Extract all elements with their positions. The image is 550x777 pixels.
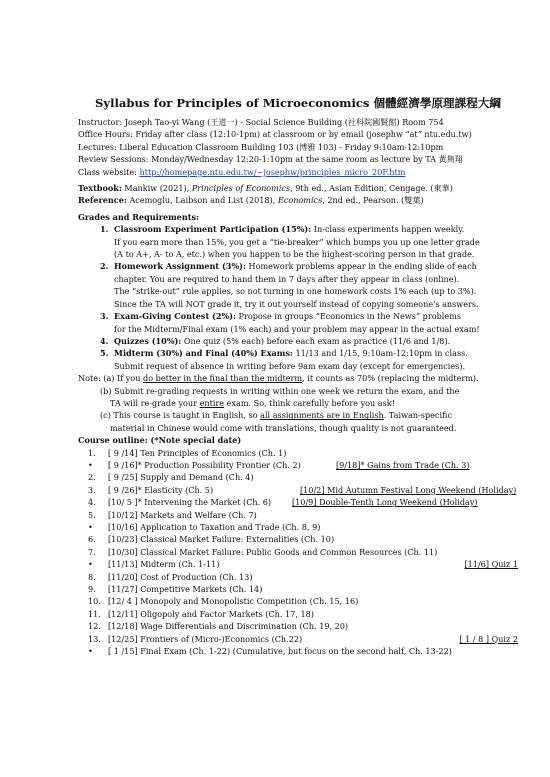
- note-c-underline: all assignments are in English: [260, 410, 384, 421]
- note-a-pre: Note: (a) If you: [78, 373, 144, 384]
- note-b: (b) Submit re-grading requests in writing within one week we return the exam, and the: [100, 385, 460, 396]
- reference-label: Reference:: [78, 195, 127, 206]
- requirement-item: [100, 347, 518, 359]
- textbook-edition: , 9th ed., Asian Edition, Cengage. (東華): [290, 183, 453, 194]
- notes: [78, 372, 518, 434]
- requirement-text-cont: The “strike-out” rule applies, so not turning in one homework costs 1% each (up to 3%).: [114, 286, 477, 297]
- requirement-text-cont: chapter. You are required to hand them in 7 days after they appear in class (online).: [114, 273, 460, 284]
- grades-heading: Grades and Requirements:: [78, 211, 199, 222]
- course-topic: [10/23] Classical Market Failure: Externalities (Ch. 10): [108, 534, 335, 545]
- requirement-item: [100, 223, 518, 235]
- course-topic: [11/20] Cost of Production (Ch. 13): [108, 571, 253, 582]
- requirement-title: Classroom Experiment Participation (15%):: [114, 224, 312, 235]
- course-extra: [10/2] Mid Autumn Festival Long Weekend (Holiday): [300, 484, 517, 495]
- course-topic: [ 9 /16]* Production Possibility Frontier (Ch. 2): [108, 459, 301, 470]
- course-topic: [ 9 /14] Ten Principles of Economics (Ch. 1): [108, 447, 287, 458]
- office-hours-line: Office Hours: Friday after class (12:10-1pm) at classroom or by email (josephw “at” ntu.edu.tw): [78, 129, 472, 140]
- course-marker: 8.: [88, 571, 96, 582]
- course-row: [88, 571, 518, 583]
- course-row: [88, 595, 518, 607]
- course-topic: [11/27] Competitive Markets (Ch. 14): [108, 584, 263, 595]
- requirement-text: 11/13 and 1/15, 9:10am-12:10pm in class.: [292, 348, 468, 359]
- reference-text: Acemoglu, Laibson and List (2018),: [126, 195, 278, 206]
- course-marker: 5.: [88, 509, 96, 520]
- note-b-post: exam. So, think carefully before you ask!: [224, 397, 395, 408]
- page-title: Syllabus for Principles of Microeconomics 個體經濟學原理課程大綱: [94, 96, 502, 110]
- requirement-title: Exam-Giving Contest (2%):: [114, 311, 236, 322]
- course-extra: [ 1 / 8 ] Quiz 2: [459, 633, 518, 644]
- note-b-underline: entire: [199, 397, 225, 408]
- course-marker: •: [88, 646, 93, 657]
- instructor-line: Instructor: Joseph Tao-yi Wang (王道一) - Social Science Building (社科院國賢館) Room 754: [78, 117, 444, 127]
- textbook-title: Principles of Economics: [191, 183, 291, 194]
- course-topic: [11/13] Midterm (Ch. 1-11): [108, 559, 220, 570]
- requirement-title: Quizzes (10%):: [114, 335, 182, 346]
- course-row: [88, 620, 518, 632]
- course-topic: [12/25] Frontiers of (Micro-)Economics (Ch.22): [108, 633, 303, 644]
- requirements-list: [100, 223, 518, 372]
- textbook-line: [78, 182, 518, 194]
- textbook-label: Textbook:: [78, 183, 122, 194]
- course-topic: [ 9 /26]* Elasticity (Ch. 5): [108, 484, 214, 495]
- course-marker: •: [88, 522, 93, 532]
- course-row: [88, 484, 518, 496]
- course-marker: 1.: [88, 447, 96, 458]
- note-a: [78, 372, 518, 384]
- course-topic: [10/30] Classical Market Failure: Public Goods and Common Resources (Ch. 11): [108, 546, 438, 557]
- requirement-number: 4.: [100, 335, 109, 346]
- note-c-cont: material in Chinese would come with translations, though quality is not guaranteed.: [110, 422, 457, 433]
- course-marker: 7.: [88, 546, 96, 557]
- course-marker: 9.: [88, 584, 96, 595]
- course-row: [88, 459, 518, 471]
- reference-line: [78, 194, 518, 206]
- requirement-text-cont: for the Midterm/Final exam (1% each) and your problem may appear in the actual exam!: [114, 323, 480, 334]
- requirement-number: 3.: [100, 311, 109, 322]
- course-topic: [12/ 4 ] Monopoly and Monopolistic Competition (Ch. 15, 16): [108, 596, 359, 607]
- syllabus-page: [78, 95, 518, 657]
- course-heading: Course outline: (*Note special date): [78, 435, 242, 446]
- course-topic: [10/12] Markets and Welfare (Ch. 7): [108, 509, 257, 520]
- course-row: [88, 471, 518, 483]
- course-row: [88, 509, 518, 521]
- lectures-line: Lectures: Liberal Education Classroom Building 103 (博雅 103) - Friday 9:10am-12:10pm: [78, 141, 444, 152]
- course-row: [88, 583, 518, 595]
- requirement-item: [100, 335, 518, 347]
- requirement-item: [100, 310, 518, 322]
- course-topic: [ 1 /15] Final Exam (Ch. 1-22) (Cumulative, but focus on the second half, Ch. 13-22): [108, 646, 452, 657]
- course-row: [88, 447, 518, 459]
- note-a-post: , it counts as 70% (replacing the midterm).: [302, 373, 479, 384]
- course-marker: 2.: [88, 472, 96, 483]
- course-marker: 10.: [88, 596, 101, 607]
- course-outline: [88, 447, 518, 658]
- course-row: [88, 558, 518, 570]
- requirement-text-cont: (A to A+, A- to A, etc.) when you happen to be the highest-scoring person in that grade.: [114, 249, 475, 260]
- course-row: [88, 608, 518, 620]
- course-marker: 3.: [88, 484, 96, 495]
- course-marker: 4.: [88, 497, 96, 508]
- course-extra: [9/18]* Gains from Trade (Ch. 3): [336, 459, 470, 470]
- course-topic: [12/18] Wage Differentials and Discrimination (Ch. 19, 20): [108, 621, 349, 632]
- course-marker: 13.: [88, 633, 101, 644]
- course-topic: [10/16] Application to Taxation and Trade (Ch. 8, 9): [108, 522, 321, 532]
- course-topic: [12/11] Oligopoly and Factor Markets (Ch. 17, 18): [108, 608, 314, 619]
- note-b-pre: TA will re-grade your: [110, 397, 200, 408]
- textbook-text: Mankiw (2021),: [121, 183, 192, 194]
- course-row: [88, 496, 518, 508]
- course-marker: 11.: [88, 608, 101, 619]
- requirement-text: Homework problems appear in the ending slide of each: [245, 261, 477, 272]
- course-row: [88, 633, 518, 645]
- course-marker: •: [88, 559, 93, 570]
- course-row: [88, 521, 518, 533]
- review-line: Review Sessions: Monday/Wednesday 12:20-1:10pm at the same room as lecture by TA 黃雋翔: [78, 154, 463, 165]
- requirement-text: Propose in groups “Economics in the News” problems: [235, 311, 461, 322]
- course-marker: 12.: [88, 621, 101, 632]
- requirement-number: 1.: [100, 224, 109, 235]
- website-line: [78, 166, 518, 178]
- course-row: [88, 645, 518, 657]
- website-link[interactable]: http://homepage.ntu.edu.tw/~josephw/principles_micro_20F.htm: [139, 166, 406, 177]
- requirement-item: [100, 260, 518, 272]
- course-row: [88, 533, 518, 545]
- requirement-number: 5.: [100, 348, 109, 359]
- requirement-text-cont: Since the TA will NOT grade it, try it out yourself instead of copying someone's answers.: [114, 298, 479, 309]
- requirement-title: Midterm (30%) and Final (40%) Exams:: [114, 348, 293, 359]
- course-topic: [ 9 /25] Supply and Demand (Ch. 4): [108, 472, 254, 483]
- requirement-text: In-class experiments happen weekly.: [311, 224, 465, 235]
- note-a-underline: do better in the final than the midterm: [143, 373, 303, 384]
- course-row: [88, 546, 518, 558]
- note-c: [78, 409, 518, 421]
- course-marker: 6.: [88, 534, 96, 545]
- requirement-title: Homework Assignment (3%):: [114, 261, 246, 272]
- note-c-post: . Taiwan-specific: [383, 410, 452, 421]
- website-label: Class website:: [78, 166, 140, 177]
- requirement-text-cont: Submit request of absence in writing before 9am exam day (except for emergencies).: [114, 360, 466, 371]
- requirement-text: One quiz (5% each) before each exam as practice (11/6 and 1/8).: [181, 335, 451, 346]
- course-extra: [11/6] Quiz 1: [464, 559, 518, 570]
- requirement-text-cont: If you earn more than 15%, you get a “tie-breaker” which bumps you up one letter grade: [114, 236, 480, 247]
- note-c-pre: (c) This course is taught in English, so: [100, 410, 261, 421]
- reference-edition: , 2nd ed., Pearson. (雙葉): [322, 195, 424, 206]
- requirement-number: 2.: [100, 261, 109, 272]
- note-b-cont: [78, 397, 518, 409]
- course-extra: [10/9] Double-Tenth Long Weekend (Holiday): [292, 497, 478, 508]
- course-topic: [10/ 5 ]* Intervening the Market (Ch. 6): [108, 497, 272, 508]
- course-marker: •: [88, 459, 93, 470]
- reference-title: Economics: [277, 195, 323, 206]
